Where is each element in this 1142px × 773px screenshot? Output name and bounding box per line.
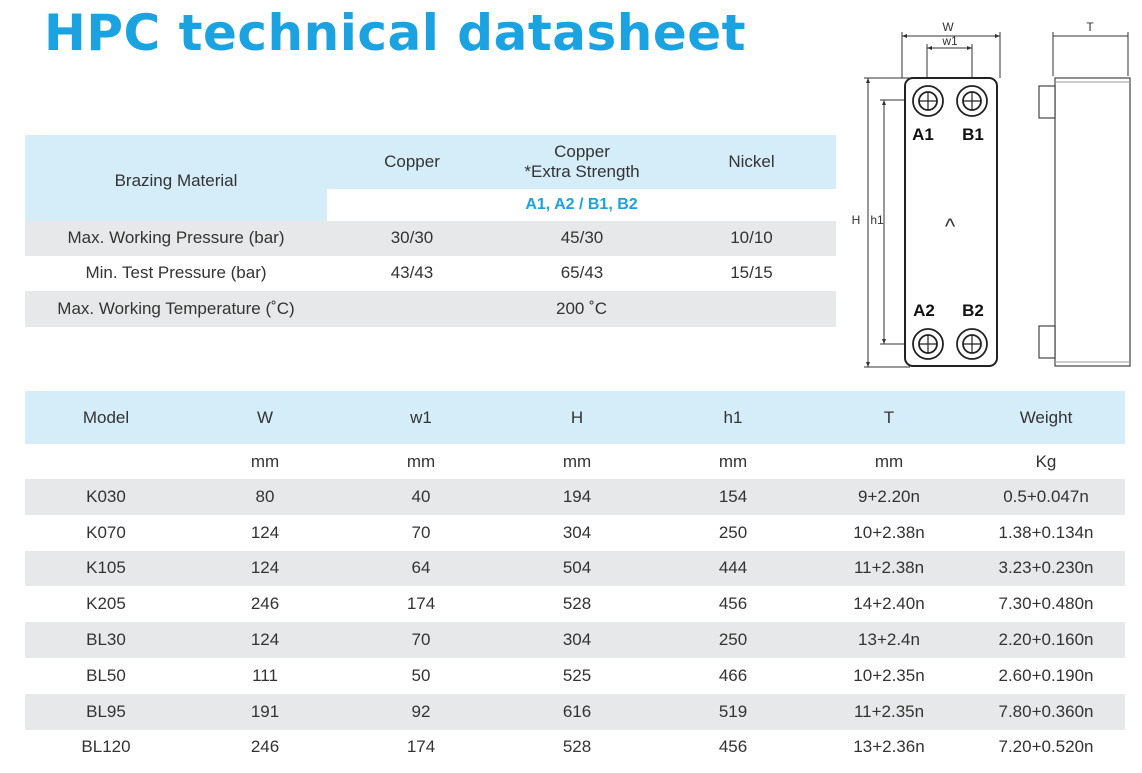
column-header: Weight [1019, 407, 1073, 427]
column-header: W [256, 407, 274, 427]
unit-label: mm [250, 451, 280, 471]
table-cell: 2.60+0.190n [998, 665, 1094, 685]
port-label-a2: A2 [913, 301, 935, 320]
dim-label-t: T [1086, 20, 1094, 34]
table-cell: 466 [718, 665, 748, 685]
table-cell: 7.80+0.360n [998, 701, 1094, 721]
table-cell: 2.20+0.160n [998, 630, 1094, 650]
table-cell: 504 [562, 558, 592, 578]
table-cell: 70 [411, 630, 431, 650]
port-label-a1: A1 [912, 125, 934, 144]
table-cell: 10+2.38n [853, 522, 925, 542]
pressure-value: 30/30 [327, 221, 497, 256]
table-cell: 246 [250, 737, 280, 757]
table-cell: 7.20+0.520n [998, 737, 1094, 757]
table-cell: 444 [718, 558, 748, 578]
table-cell: 80 [255, 486, 275, 506]
table-row [25, 730, 1125, 766]
table-cell: 304 [562, 522, 592, 542]
model-name: BL50 [86, 665, 126, 685]
table-cell: 64 [411, 558, 431, 578]
table-cell: 14+2.40n [853, 594, 925, 614]
table-cell: 9+2.20n [858, 486, 920, 506]
table-cell: 124 [250, 558, 280, 578]
table-row [25, 479, 1125, 515]
table-cell: 304 [562, 630, 592, 650]
table-row [25, 586, 1125, 622]
dim-label-w1: w1 [942, 34, 958, 48]
dim-label-h: H [851, 213, 861, 227]
page-title: HPC technical datasheet [44, 4, 747, 62]
port-label-b2: B2 [962, 301, 984, 320]
material-nickel: Nickel [667, 135, 836, 189]
model-name: BL120 [81, 737, 131, 757]
table-row [25, 694, 1125, 730]
pressure-value: 43/43 [390, 263, 434, 283]
table-cell: 70 [411, 522, 431, 542]
dimension-table-header [25, 391, 1125, 444]
table-row [25, 658, 1125, 694]
table-row [25, 551, 1125, 587]
table-cell: 174 [406, 737, 436, 757]
table-row [25, 515, 1125, 551]
table-cell: 1.38+0.134n [998, 522, 1094, 542]
table-row [25, 622, 1125, 658]
column-header: w1 [410, 407, 432, 427]
pressure-value: 45/30 [497, 221, 667, 256]
table-cell: 11+2.35n [853, 701, 925, 721]
table-cell: 40 [411, 486, 431, 506]
model-name: K205 [86, 594, 126, 614]
table-cell: 124 [250, 630, 280, 650]
table-cell: 154 [718, 486, 748, 506]
model-name: BL95 [86, 701, 126, 721]
table-cell: 616 [562, 701, 592, 721]
pressure-row-label: Max. Working Pressure (bar) [25, 221, 327, 256]
pressure-value: 15/15 [730, 263, 773, 283]
table-cell: 250 [718, 630, 748, 650]
model-name: K105 [86, 558, 126, 578]
table-cell: 50 [411, 665, 431, 685]
table-cell: 0.5+0.047n [1003, 486, 1089, 506]
table-cell: 191 [250, 701, 280, 721]
model-name: BL30 [86, 630, 126, 650]
table-cell: 250 [718, 522, 748, 542]
dim-label-w: W [942, 20, 954, 34]
column-header: Model [82, 407, 130, 427]
table-cell: 13+2.4n [858, 630, 920, 650]
table-cell: 10+2.35n [853, 665, 925, 685]
model-name: K030 [86, 486, 126, 506]
pressure-value: 10/10 [667, 221, 836, 256]
unit-label: Kg [1035, 451, 1057, 471]
pressure-row-label: Min. Test Pressure (bar) [85, 263, 267, 283]
temperature-value: 200 ˚C [327, 291, 836, 327]
port-label-b1: B1 [962, 125, 984, 144]
ports-label: A1, A2 / B1, B2 [327, 189, 836, 221]
pressure-row-label: Max. Working Temperature (˚C) [25, 291, 327, 327]
brazing-material-header: Brazing Material [25, 135, 327, 221]
material-copper-extra: Copper *Extra Strength [497, 135, 667, 189]
dim-label-h1: h1 [870, 213, 884, 227]
table-cell: 456 [718, 737, 748, 757]
unit-label: mm [874, 451, 904, 471]
column-header: h1 [723, 407, 743, 427]
unit-label: mm [562, 451, 592, 471]
material-copper: Copper [327, 135, 497, 189]
table-cell: 92 [411, 701, 431, 721]
table-cell: 456 [718, 594, 748, 614]
unit-label [25, 444, 187, 479]
table-cell: 7.30+0.480n [998, 594, 1094, 614]
table-cell: 111 [252, 665, 278, 685]
unit-label: mm [406, 451, 436, 471]
table-cell: 194 [562, 486, 592, 506]
table-cell: 525 [562, 665, 592, 685]
table-cell: 11+2.38n [853, 558, 925, 578]
table-cell: 124 [250, 522, 280, 542]
table-cell: 528 [562, 594, 592, 614]
column-header: H [570, 407, 584, 427]
pressure-value: 65/43 [560, 263, 604, 283]
unit-label: mm [718, 451, 748, 471]
column-header: T [883, 407, 895, 427]
table-cell: 13+2.36n [853, 737, 925, 757]
table-cell: 3.23+0.230n [998, 558, 1094, 578]
flow-direction-icon: ^ [944, 214, 956, 239]
table-cell: 528 [562, 737, 592, 757]
model-name: K070 [86, 522, 126, 542]
table-cell: 246 [250, 594, 280, 614]
table-cell: 174 [406, 594, 436, 614]
table-cell: 519 [718, 701, 748, 721]
dimension-table-units [25, 444, 1125, 479]
heat-exchanger-diagram [850, 18, 1140, 378]
